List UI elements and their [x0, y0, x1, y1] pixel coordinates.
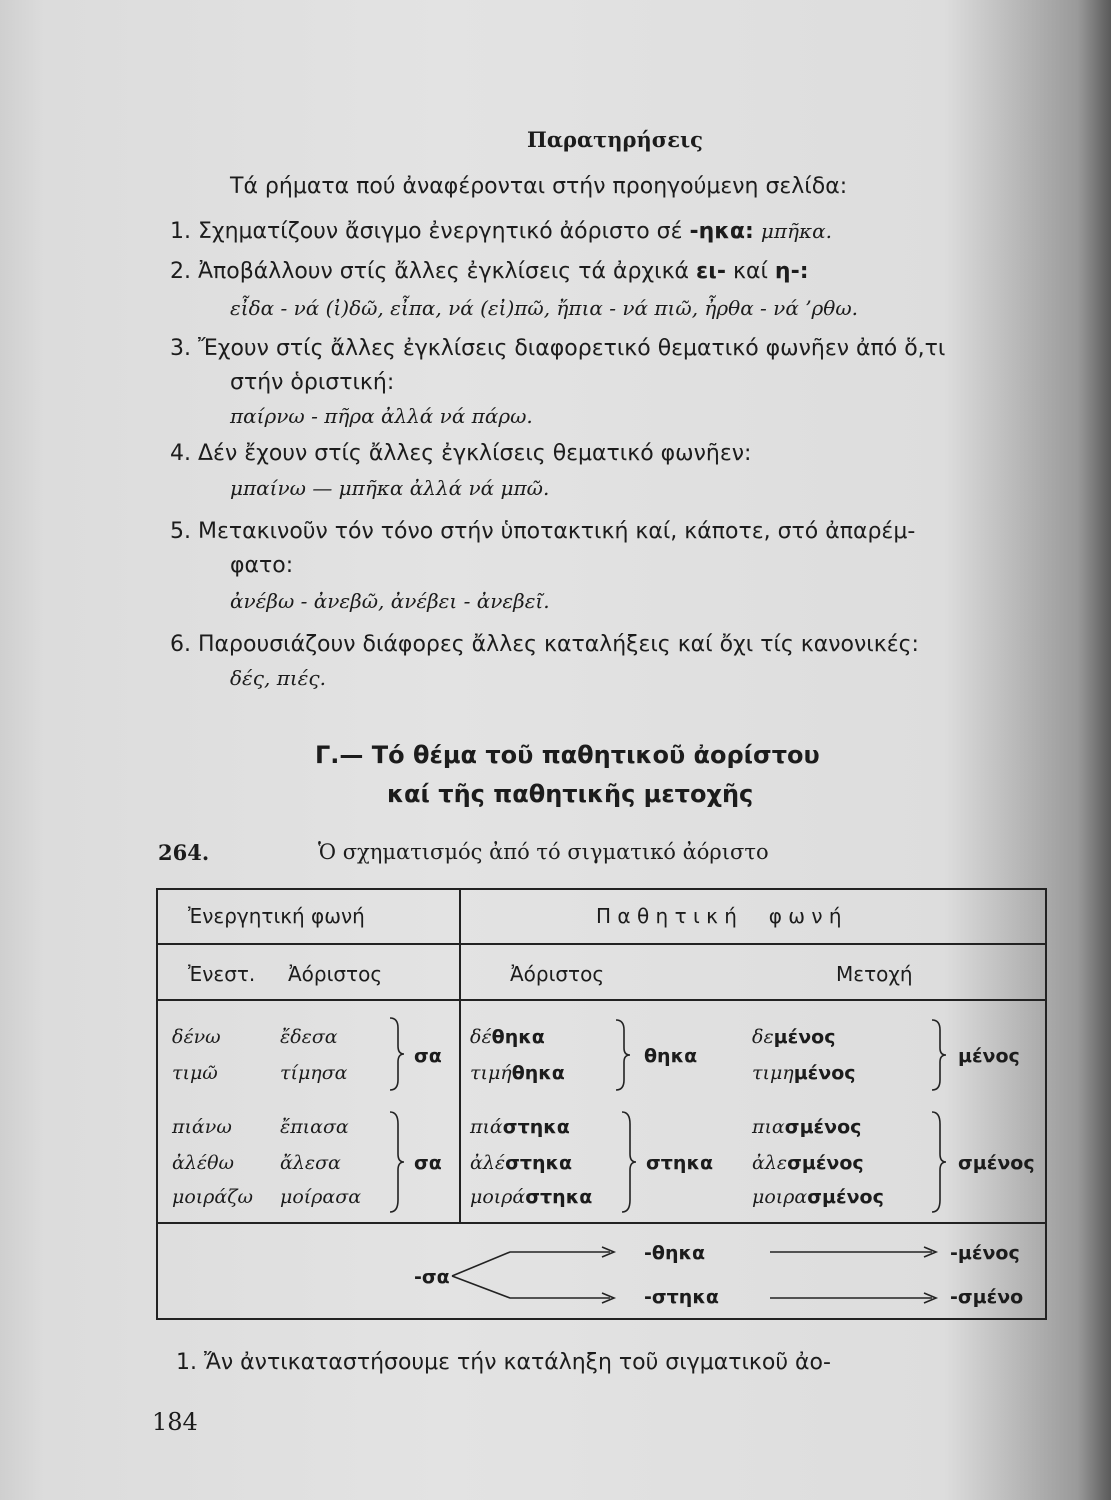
- table-rule: [158, 943, 1045, 945]
- passive-ending: θηκα: [644, 1045, 698, 1067]
- participle-ending: μένος: [958, 1045, 1020, 1067]
- section-heading-line2: καί τῆς παθητικῆς μετοχῆς: [387, 780, 754, 808]
- passive-aorist-form: πιάστηκα: [470, 1116, 570, 1138]
- present-form: τιμῶ: [172, 1062, 218, 1084]
- scheme-arrows: [766, 1240, 946, 1310]
- aorist-form: τίμησα: [280, 1062, 348, 1084]
- scheme-target-1: -θηκα: [644, 1242, 706, 1264]
- right-brace: [614, 1018, 632, 1092]
- observation-item-1: 1. Σχηματίζουν ἄσιγμο ἐνεργητικό ἀόριστο σέ -ηκα: μπῆκα.: [170, 219, 832, 244]
- observation-example-6: δές, πιές.: [230, 666, 326, 690]
- right-brace: [388, 1016, 406, 1092]
- footer-text: 1. Ἄν ἀντικαταστήσουμε τήν κατάληξη τοῦ σιγματικοῦ ἀο-: [176, 1350, 831, 1375]
- observation-example-4: μπαίνω — μπῆκα ἀλλά νά μπῶ.: [230, 476, 550, 500]
- header-passive-voice: Π α θ η τ ι κ ή φ ω ν ή: [596, 904, 842, 928]
- table-rule: [158, 1222, 1045, 1224]
- aorist-ending: σα: [414, 1045, 442, 1067]
- participle-form: μοιρασμένος: [752, 1186, 884, 1208]
- table-rule: [158, 999, 1045, 1001]
- passive-aorist-form: τιμήθηκα: [470, 1062, 565, 1084]
- present-form: ἀλέθω: [172, 1152, 235, 1174]
- passive-aorist-form: μοιράστηκα: [470, 1186, 593, 1208]
- aorist-form: μοίρασα: [280, 1186, 362, 1208]
- observation-item-3-cont: στήν ὁριστική:: [230, 370, 395, 395]
- scheme-source: -σα: [414, 1266, 450, 1288]
- aorist-formation-table: [156, 888, 1047, 1320]
- present-form: μοιράζω: [172, 1186, 254, 1208]
- participle-form: δεμένος: [752, 1026, 836, 1048]
- passive-aorist-form: ἀλέστηκα: [470, 1152, 573, 1174]
- paragraph-number: 264.: [158, 840, 210, 865]
- passive-ending: στηκα: [646, 1152, 714, 1174]
- header-participle: Μετοχή: [836, 962, 913, 986]
- header-passive-aorist: Ἀόριστος: [510, 962, 605, 986]
- participle-form: ἀλεσμένος: [752, 1152, 864, 1174]
- scheme-arrows: [450, 1240, 630, 1310]
- header-active-voice: Ἐνεργητική φωνή: [188, 904, 365, 928]
- participle-form: τιμημένος: [752, 1062, 856, 1084]
- aorist-ending: σα: [414, 1152, 442, 1174]
- scheme-target-2: -στηκα: [644, 1286, 719, 1308]
- right-brace: [930, 1018, 948, 1092]
- aorist-form: ἄλεσα: [280, 1152, 341, 1174]
- observation-example-5: ἀνέβω - ἀνεβῶ, ἀνέβει - ἀνεβεῖ.: [230, 589, 550, 613]
- scheme-participle-2: -σμένο: [950, 1286, 1024, 1308]
- observations-title: Παρατηρήσεις: [527, 127, 703, 152]
- observation-item-4: 4. Δέν ἔχουν στίς ἄλλες ἐγκλίσεις θεματικό φωνῆεν:: [170, 441, 752, 466]
- paragraph-title: Ὁ σχηματισμός ἀπό τό σιγματικό ἀόριστο: [318, 840, 769, 864]
- observation-item-2: 2. Ἀποβάλλουν στίς ἄλλες ἐγκλίσεις τά ἀρχικά ει- καί η-:: [170, 259, 809, 284]
- table-rule: [459, 890, 461, 1222]
- observation-example-2: εἶδα - νά (ἰ)δῶ, εἶπα, νά (εἰ)πῶ, ἤπια - νά πιῶ, ἦρθα - νά ’ρθω.: [230, 296, 859, 320]
- aorist-form: ἔδεσα: [280, 1026, 338, 1048]
- scheme-participle-1: -μένος: [950, 1242, 1020, 1264]
- present-form: πιάνω: [172, 1116, 232, 1138]
- section-heading-line1: Γ.— Τό θέμα τοῦ παθητικοῦ ἀορίστου: [315, 741, 820, 769]
- passive-aorist-form: δέθηκα: [470, 1026, 545, 1048]
- observation-item-5: 5. Μετακινοῦν τόν τόνο στήν ὑποτακτική καί, κάποτε, στό ἀπαρέμ-: [170, 519, 916, 544]
- present-form: δένω: [172, 1026, 221, 1048]
- observation-item-6: 6. Παρουσιάζουν διάφορες ἄλλες καταλήξεις καί ὄχι τίς κανονικές:: [170, 632, 919, 657]
- right-brace: [930, 1110, 948, 1216]
- observation-item-3: 3. Ἔχουν στίς ἄλλες ἐγκλίσεις διαφορετικό θεματικό φωνῆεν ἀπό ὅ,τι: [170, 336, 946, 361]
- header-aorist: Ἀόριστος: [288, 962, 383, 986]
- observation-example-3: παίρνω - πῆρα ἀλλά νά πάρω.: [230, 404, 533, 428]
- observation-item-5-cont: φατο:: [230, 553, 294, 578]
- participle-form: πιασμένος: [752, 1116, 862, 1138]
- participle-ending: σμένος: [958, 1152, 1035, 1174]
- observations-intro: Τά ρήματα πού ἀναφέρονται στήν προηγούμενη σελίδα:: [230, 174, 848, 199]
- right-brace: [388, 1110, 406, 1216]
- page-number: 184: [152, 1408, 198, 1436]
- aorist-form: ἔπιασα: [280, 1116, 349, 1138]
- header-present: Ἐνεστ.: [188, 962, 256, 986]
- right-brace: [620, 1110, 638, 1216]
